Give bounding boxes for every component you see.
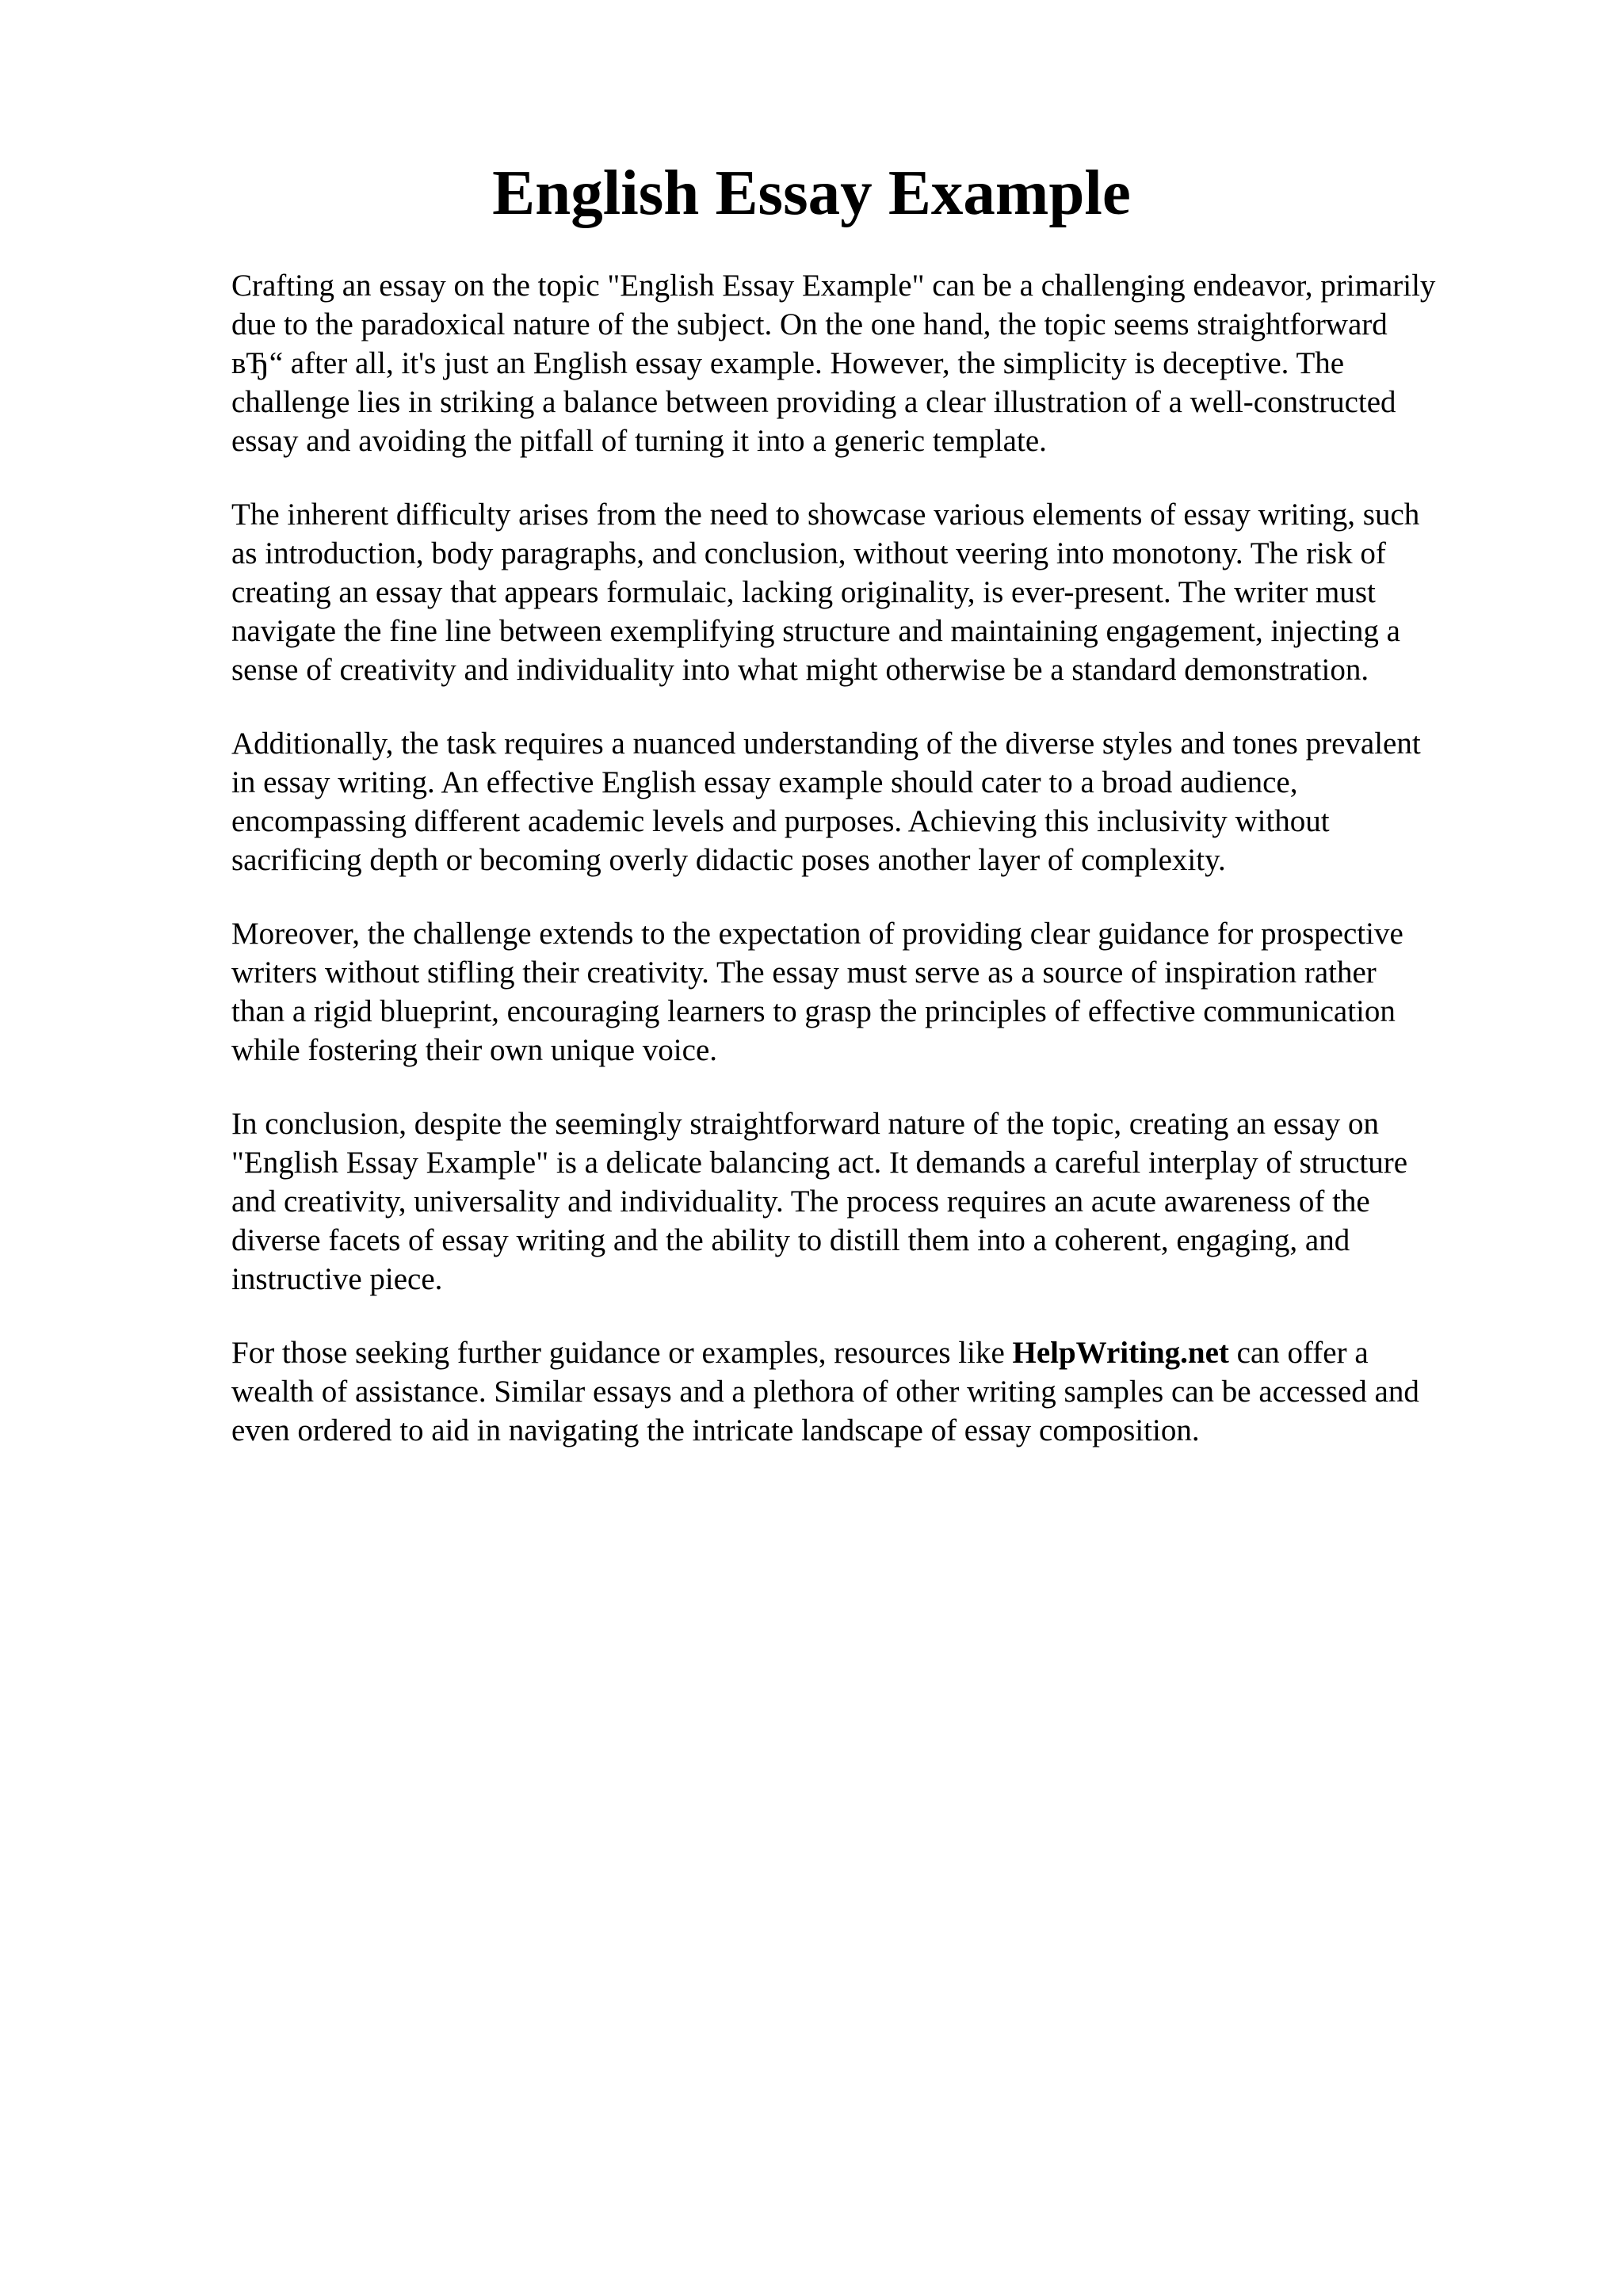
- paragraph-line: "English Essay Example" is a delicate balancing act. It demands a careful interplay of structure: [231, 1146, 1408, 1180]
- paragraph-line: essay and avoiding the pitfall of turning it into a generic template.: [231, 424, 1047, 458]
- paragraph-line: Moreover, the challenge extends to the expectation of providing clear guidance for prospective: [231, 917, 1403, 951]
- paragraph-line: and creativity, universality and individuality. The process requires an acute awareness of the: [231, 1184, 1370, 1219]
- document-body: [231, 266, 1563, 1485]
- paragraph-line: even ordered to aid in navigating the intricate landscape of essay composition.: [231, 1413, 1200, 1447]
- paragraph-line: sacrificing depth or becoming overly didactic poses another layer of complexity.: [231, 843, 1226, 877]
- paragraph-line: writers without stifling their creativity. The essay must serve as a source of inspiration rather: [231, 955, 1377, 990]
- paragraph-line: sense of creativity and individuality into what might otherwise be a standard demonstration.: [231, 653, 1369, 687]
- paragraph-2: [231, 495, 1563, 689]
- paragraph-1: [231, 266, 1563, 460]
- paragraph-line: вЂ“ after all, it's just an English essay example. However, the simplicity is deceptive. The: [231, 346, 1345, 380]
- paragraph-line: encompassing different academic levels and purposes. Achieving this inclusivity without: [231, 804, 1330, 838]
- paragraph-line: in essay writing. An effective English essay example should cater to a broad audience,: [231, 765, 1298, 799]
- paragraph-line: The inherent difficulty arises from the need to showcase various elements of essay writing, such: [231, 498, 1420, 532]
- paragraph-4: [231, 914, 1563, 1070]
- paragraph-line: while fostering their own unique voice.: [231, 1033, 718, 1067]
- paragraph-line: due to the paradoxical nature of the subject. On the one hand, the topic seems straightforward: [231, 307, 1388, 341]
- helpwriting-link-text: HelpWriting.net: [1012, 1336, 1229, 1370]
- document-title: English Essay Example: [492, 157, 1131, 228]
- paragraph-line: as introduction, body paragraphs, and conclusion, without veering into monotony. The risk of: [231, 536, 1386, 570]
- paragraph-line: [231, 1333, 1563, 1372]
- paragraph-6: [231, 1333, 1563, 1450]
- paragraph-text: For those seeking further guidance or examples, resources like: [231, 1336, 1013, 1370]
- paragraph-line: diverse facets of essay writing and the ability to distill them into a coherent, engaging, and: [231, 1223, 1350, 1257]
- paragraph-line: Additionally, the task requires a nuanced understanding of the diverse styles and tones prevalent: [231, 727, 1421, 761]
- paragraph-line: creating an essay that appears formulaic, lacking originality, is ever-present. The writer must: [231, 575, 1376, 609]
- paragraph-line: wealth of assistance. Similar essays and a plethora of other writing samples can be accessed and: [231, 1375, 1419, 1409]
- paragraph-line: than a rigid blueprint, encouraging learners to grasp the principles of effective communication: [231, 994, 1396, 1028]
- paragraph-text: can offer a: [1228, 1336, 1369, 1370]
- paragraph-line: In conclusion, despite the seemingly straightforward nature of the topic, creating an essay on: [231, 1107, 1379, 1141]
- paragraph-line: Crafting an essay on the topic "English Essay Example" can be a challenging endeavor, primarily: [231, 269, 1436, 303]
- paragraph-line: instructive piece.: [231, 1262, 443, 1296]
- paragraph-line: navigate the fine line between exemplifying structure and maintaining engagement, injecting a: [231, 614, 1400, 648]
- paragraph-3: [231, 724, 1563, 879]
- paragraph-line: challenge lies in striking a balance between providing a clear illustration of a well-constructed: [231, 385, 1396, 419]
- paragraph-5: [231, 1104, 1563, 1299]
